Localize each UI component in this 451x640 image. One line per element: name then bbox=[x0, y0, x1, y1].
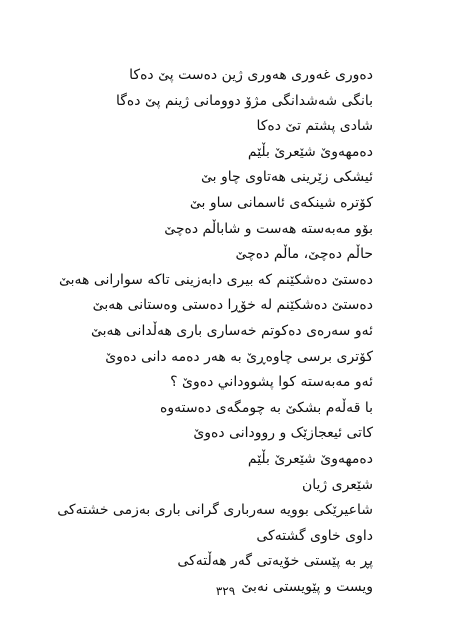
poem-text-block bbox=[33, 63, 373, 600]
poem-line: ویست و پێویستی نەبێ bbox=[241, 578, 373, 595]
poem-line: کۆتری برسی چاوەڕێ بە هەر دەمە دانی دەوێ bbox=[105, 348, 373, 365]
poem-line: دەستێ دەشکێنم لە خۆڕا دەستی وەستانی هەبێ bbox=[92, 297, 373, 314]
page-number: ٣٢٩ bbox=[215, 584, 236, 598]
poem-line: حاڵم دەچێ، ماڵم دەچێ bbox=[235, 246, 373, 263]
poem-line: دەمهەوێ شێعرێ بڵێم bbox=[247, 450, 373, 467]
poem-line: بانگی شەشدانگی مژۆ دوومانی ژینم پێ دەگا bbox=[116, 92, 373, 109]
poem-line: شێعری ژیان bbox=[301, 476, 373, 493]
poem-line: پڕ بە پێستی خۆیەتی گەر هەڵتەکی bbox=[177, 553, 373, 570]
poem-line: ئەو مەبەستە کوا پشووداني دەوێ ؟ bbox=[170, 374, 373, 391]
poem-line: دەستێ دەشکێنم کە بیری دابەزینی تاکە سوارانی هەبێ bbox=[58, 271, 373, 288]
poem-line: ئەو سەرەی دەکوتم خەساری باری هەڵدانی هەبێ bbox=[90, 322, 373, 339]
poem-line: ئیشکی زێرینی هەتاوی چاو بێ bbox=[201, 169, 373, 186]
poem-line: با قەڵەم بشکێ بە چومگەی دەستەوە bbox=[160, 399, 373, 416]
poem-line: بۆو مەبەستە هەست و شاباڵم دەچێ bbox=[164, 220, 373, 237]
poem-line: شادی پشتم تێ دەکا bbox=[256, 118, 373, 135]
poem-line: دەمهەوێ شێعرێ بڵێم bbox=[247, 143, 373, 160]
poem-line: داوی خاوی گشتەکی bbox=[256, 527, 373, 544]
poem-line: شاعیرێکی بوویە سەرباری گرانی باری بەزمی خشتەکی bbox=[57, 502, 373, 519]
poem-line: کاتی ئیعجازێک و روودانی دەوێ bbox=[193, 425, 373, 442]
poem-line: کۆتره شینکەی ئاسمانی ساو بێ bbox=[189, 194, 373, 211]
poem-line: دەوری غەوری هەوری ژین دەست پێ دەکا bbox=[129, 67, 373, 83]
